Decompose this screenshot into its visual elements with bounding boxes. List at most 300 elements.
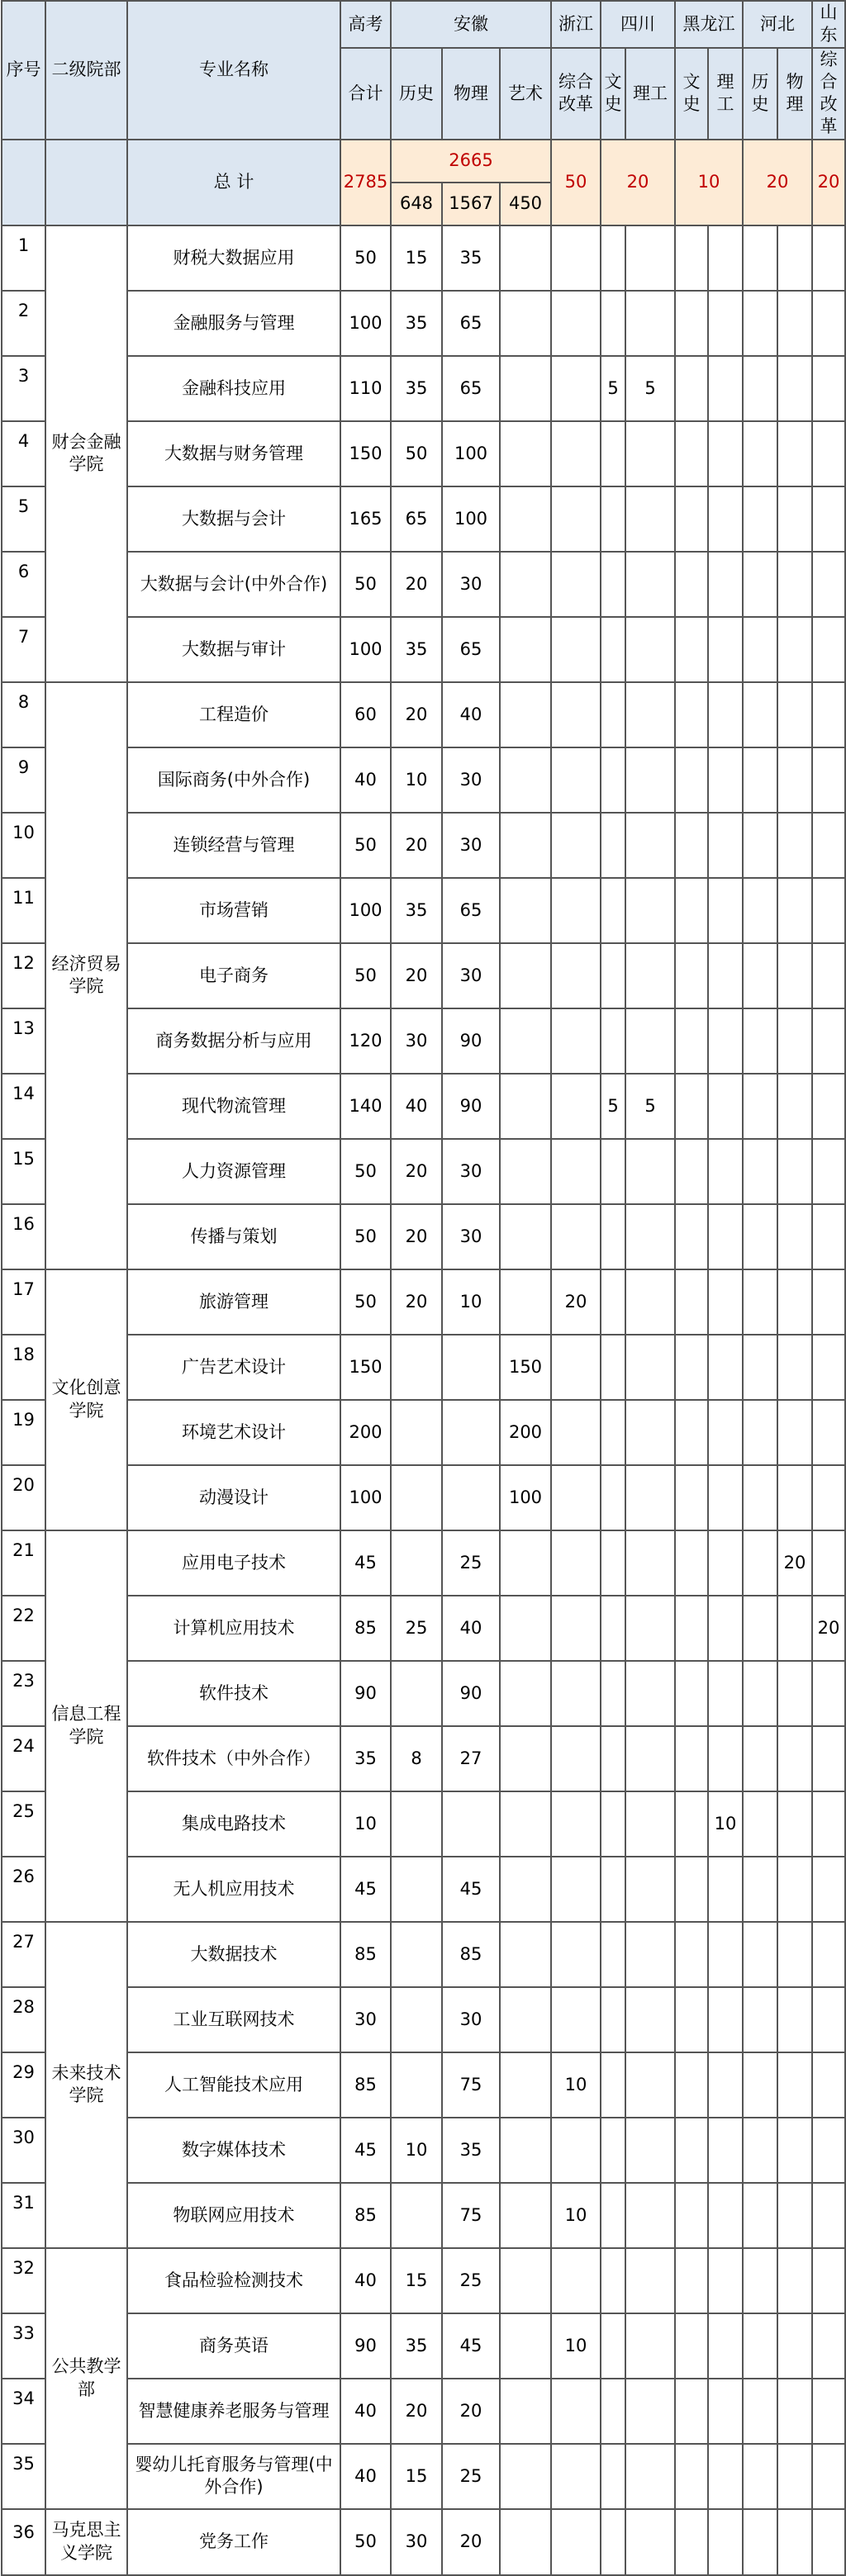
hebei-wuli-cell <box>777 421 812 486</box>
heilongjiang-ligong-cell <box>708 356 743 421</box>
heilongjiang-wenshi-cell <box>675 1008 708 1074</box>
heilongjiang-wenshi-cell <box>675 1987 708 2052</box>
table-row <box>2 2248 845 2313</box>
seq-no-cell: 27 <box>2 1922 45 1987</box>
table-row <box>2 2052 845 2118</box>
heilongjiang-wenshi-cell <box>675 747 708 813</box>
major-name-cell: 环境艺术设计 <box>127 1400 340 1465</box>
hebei-wuli-cell <box>777 1335 812 1400</box>
hebei-wuli-cell <box>777 1269 812 1335</box>
sichuan-ligong-cell <box>625 1269 675 1335</box>
sichuan-ligong-cell <box>625 1922 675 1987</box>
enrollment-plan-table <box>1 0 846 2576</box>
heilongjiang-wenshi-cell <box>675 2444 708 2509</box>
hebei-lishi-cell <box>743 1074 777 1139</box>
zhejiang-cell <box>551 486 601 552</box>
zhejiang-cell <box>551 1596 601 1661</box>
anhui-wuli-cell: 30 <box>442 943 500 1008</box>
shandong-cell <box>812 2444 845 2509</box>
anhui-yishu-cell <box>500 682 551 747</box>
hebei-lishi-cell <box>743 1661 777 1726</box>
major-name-cell: 现代物流管理 <box>127 1074 340 1139</box>
major-name-cell: 财税大数据应用 <box>127 225 340 291</box>
seq-no-cell: 34 <box>2 2379 45 2444</box>
zhejiang-cell <box>551 878 601 943</box>
anhui-yishu-cell <box>500 2052 551 2118</box>
sichuan-ligong-cell <box>625 1139 675 1204</box>
seq-no-cell: 28 <box>2 1987 45 2052</box>
hebei-lishi-cell <box>743 1987 777 2052</box>
anhui-yishu-cell <box>500 2313 551 2379</box>
anhui-wuli-cell: 40 <box>442 1596 500 1661</box>
total-cell: 85 <box>340 2183 391 2248</box>
heilongjiang-wenshi-cell <box>675 2183 708 2248</box>
anhui-wuli-cell: 10 <box>442 1269 500 1335</box>
table-row <box>2 486 845 552</box>
heilongjiang-ligong-cell <box>708 1661 743 1726</box>
heilongjiang-ligong-cell <box>708 1269 743 1335</box>
zhejiang-cell: 10 <box>551 2052 601 2118</box>
heilongjiang-wenshi-cell <box>675 421 708 486</box>
total-cell: 10 <box>340 1791 391 1857</box>
major-name-cell: 大数据与会计 <box>127 486 340 552</box>
totals-wuli: 1567 <box>442 183 500 225</box>
shandong-cell <box>812 1269 845 1335</box>
hebei-wuli-cell <box>777 747 812 813</box>
shandong-cell <box>812 1922 845 1987</box>
sichuan-wenshi-cell <box>601 2379 625 2444</box>
seq-no-cell: 24 <box>2 1726 45 1791</box>
hebei-wuli-cell <box>777 225 812 291</box>
sichuan-ligong-cell <box>625 552 675 617</box>
major-name-cell: 党务工作 <box>127 2509 340 2575</box>
heilongjiang-wenshi-cell <box>675 2313 708 2379</box>
heilongjiang-wenshi-cell <box>675 552 708 617</box>
zhejiang-cell <box>551 1139 601 1204</box>
major-name-cell: 大数据与会计(中外合作) <box>127 552 340 617</box>
anhui-yishu-cell <box>500 2248 551 2313</box>
heilongjiang-wenshi-cell <box>675 1269 708 1335</box>
seq-no-cell: 35 <box>2 2444 45 2509</box>
table-row <box>2 2379 845 2444</box>
anhui-wuli-cell: 20 <box>442 2379 500 2444</box>
hebei-lishi-cell <box>743 682 777 747</box>
zhejiang-cell: 10 <box>551 2313 601 2379</box>
shandong-cell <box>812 1139 845 1204</box>
total-cell: 50 <box>340 552 391 617</box>
shandong-cell <box>812 2052 845 2118</box>
hebei-wuli-cell <box>777 1857 812 1922</box>
seq-no-cell: 15 <box>2 1139 45 1204</box>
hebei-wuli-cell <box>777 2183 812 2248</box>
zhejiang-cell <box>551 943 601 1008</box>
anhui-lishi-cell: 20 <box>391 2379 442 2444</box>
sichuan-ligong-cell <box>625 1987 675 2052</box>
shandong-cell <box>812 1661 845 1726</box>
hebei-wuli-cell <box>777 1074 812 1139</box>
heilongjiang-wenshi-cell <box>675 1530 708 1596</box>
total-cell: 50 <box>340 1269 391 1335</box>
hebei-wuli-cell <box>777 1596 812 1661</box>
anhui-wuli-cell: 45 <box>442 1857 500 1922</box>
seq-no-cell: 7 <box>2 617 45 682</box>
hebei-lishi-cell <box>743 747 777 813</box>
total-cell: 85 <box>340 2052 391 2118</box>
shandong-cell <box>812 682 845 747</box>
heilongjiang-ligong-cell <box>708 1204 743 1269</box>
department-cell: 经济贸易学院 <box>45 682 127 1269</box>
total-cell: 45 <box>340 2118 391 2183</box>
anhui-lishi-cell: 50 <box>391 421 442 486</box>
hebei-lishi-cell <box>743 617 777 682</box>
total-cell: 45 <box>340 1530 391 1596</box>
hebei-wuli-cell <box>777 1465 812 1530</box>
sichuan-ligong-cell <box>625 1791 675 1857</box>
zhejiang-cell <box>551 1074 601 1139</box>
major-name-cell: 软件技术 <box>127 1661 340 1726</box>
anhui-lishi-cell <box>391 2052 442 2118</box>
hebei-lishi-cell <box>743 1530 777 1596</box>
sichuan-wenshi-cell <box>601 1139 625 1204</box>
anhui-yishu-cell <box>500 1530 551 1596</box>
anhui-yishu-cell <box>500 552 551 617</box>
sichuan-ligong-cell <box>625 1008 675 1074</box>
major-name-cell: 人工智能技术应用 <box>127 2052 340 2118</box>
sichuan-ligong-cell <box>625 291 675 356</box>
heilongjiang-wenshi-cell <box>675 1661 708 1726</box>
anhui-lishi-cell <box>391 1335 442 1400</box>
sichuan-wenshi-cell <box>601 1400 625 1465</box>
hebei-wuli-cell <box>777 682 812 747</box>
hebei-wuli-cell <box>777 2444 812 2509</box>
anhui-yishu-cell <box>500 356 551 421</box>
seq-no-cell: 8 <box>2 682 45 747</box>
zhejiang-cell <box>551 1987 601 2052</box>
anhui-lishi-cell <box>391 1661 442 1726</box>
major-name-cell: 物联网应用技术 <box>127 2183 340 2248</box>
total-cell: 50 <box>340 943 391 1008</box>
table-row <box>2 2118 845 2183</box>
anhui-yishu-cell <box>500 1008 551 1074</box>
zhejiang-cell <box>551 1204 601 1269</box>
hebei-wuli-cell <box>777 943 812 1008</box>
anhui-wuli-cell: 25 <box>442 1530 500 1596</box>
hebei-lishi-cell <box>743 291 777 356</box>
total-cell: 60 <box>340 682 391 747</box>
table-row <box>2 1335 845 1400</box>
sichuan-wenshi-cell <box>601 1922 625 1987</box>
hebei-wuli-cell <box>777 1661 812 1726</box>
table-row <box>2 552 845 617</box>
sichuan-ligong-cell <box>625 1335 675 1400</box>
hebei-wuli-cell <box>777 878 812 943</box>
heilongjiang-ligong-cell <box>708 2313 743 2379</box>
heilongjiang-ligong-cell <box>708 1335 743 1400</box>
anhui-wuli-cell: 90 <box>442 1008 500 1074</box>
zhejiang-cell: 10 <box>551 2183 601 2248</box>
seq-no-cell: 26 <box>2 1857 45 1922</box>
anhui-yishu-cell <box>500 2379 551 2444</box>
heilongjiang-ligong-cell <box>708 1074 743 1139</box>
sichuan-wenshi-cell <box>601 2444 625 2509</box>
anhui-wuli-cell: 65 <box>442 291 500 356</box>
anhui-wuli-cell: 30 <box>442 1204 500 1269</box>
hebei-lishi-cell <box>743 2052 777 2118</box>
hebei-wuli-cell <box>777 813 812 878</box>
anhui-lishi-cell <box>391 1857 442 1922</box>
sichuan-ligong-cell <box>625 2183 675 2248</box>
totals-heilongjiang: 10 <box>675 140 743 225</box>
zhejiang-cell <box>551 291 601 356</box>
anhui-yishu-cell: 100 <box>500 1465 551 1530</box>
heilongjiang-ligong-cell <box>708 682 743 747</box>
table-row <box>2 421 845 486</box>
table-row <box>2 1922 845 1987</box>
heilongjiang-ligong-cell <box>708 225 743 291</box>
zhejiang-cell <box>551 2248 601 2313</box>
hebei-lishi-cell <box>743 1726 777 1791</box>
anhui-wuli-cell: 65 <box>442 617 500 682</box>
total-cell: 35 <box>340 1726 391 1791</box>
header-sub-zonghe-sd: 综合改革 <box>812 48 845 140</box>
sichuan-wenshi-cell <box>601 2052 625 2118</box>
seq-no-cell: 18 <box>2 1335 45 1400</box>
zhejiang-cell <box>551 421 601 486</box>
header-sub-ligong-hlj: 理工 <box>708 48 743 140</box>
anhui-lishi-cell: 35 <box>391 617 442 682</box>
total-cell: 50 <box>340 225 391 291</box>
seq-no-cell: 20 <box>2 1465 45 1530</box>
anhui-lishi-cell: 20 <box>391 552 442 617</box>
anhui-yishu-cell <box>500 747 551 813</box>
hebei-lishi-cell <box>743 1922 777 1987</box>
hebei-wuli-cell <box>777 1922 812 1987</box>
zhejiang-cell <box>551 1661 601 1726</box>
anhui-lishi-cell <box>391 1530 442 1596</box>
table-row <box>2 878 845 943</box>
anhui-lishi-cell <box>391 2183 442 2248</box>
zhejiang-cell <box>551 2379 601 2444</box>
heilongjiang-ligong-cell <box>708 813 743 878</box>
anhui-yishu-cell <box>500 1269 551 1335</box>
header-anhui: 安徽 <box>391 1 551 48</box>
sichuan-ligong-cell <box>625 943 675 1008</box>
heilongjiang-wenshi-cell <box>675 1922 708 1987</box>
heilongjiang-ligong-cell <box>708 1726 743 1791</box>
anhui-lishi-cell: 35 <box>391 2313 442 2379</box>
hebei-lishi-cell <box>743 486 777 552</box>
anhui-lishi-cell: 35 <box>391 878 442 943</box>
anhui-lishi-cell: 65 <box>391 486 442 552</box>
heilongjiang-ligong-cell <box>708 2379 743 2444</box>
table-row <box>2 1857 845 1922</box>
total-cell: 50 <box>340 813 391 878</box>
sichuan-wenshi-cell <box>601 2183 625 2248</box>
anhui-yishu-cell <box>500 291 551 356</box>
hebei-lishi-cell <box>743 2379 777 2444</box>
sichuan-wenshi-cell: 5 <box>601 1074 625 1139</box>
sichuan-wenshi-cell <box>601 813 625 878</box>
zhejiang-cell <box>551 1008 601 1074</box>
seq-no-cell: 11 <box>2 878 45 943</box>
header-sub-ligong-sc: 理工 <box>625 48 675 140</box>
major-name-cell: 应用电子技术 <box>127 1530 340 1596</box>
sichuan-ligong-cell: 5 <box>625 356 675 421</box>
department-cell: 马克思主义学院 <box>45 2509 127 2575</box>
hebei-lishi-cell <box>743 2313 777 2379</box>
sichuan-ligong-cell <box>625 747 675 813</box>
hebei-lishi-cell <box>743 1008 777 1074</box>
header-sub-yishu: 艺术 <box>500 48 551 140</box>
anhui-yishu-cell: 200 <box>500 1400 551 1465</box>
sichuan-ligong-cell <box>625 2248 675 2313</box>
table-row <box>2 2183 845 2248</box>
zhejiang-cell <box>551 617 601 682</box>
hebei-wuli-cell <box>777 1139 812 1204</box>
heilongjiang-wenshi-cell <box>675 943 708 1008</box>
anhui-yishu-cell <box>500 1726 551 1791</box>
total-cell: 150 <box>340 1335 391 1400</box>
header-zhejiang: 浙江 <box>551 1 601 48</box>
shandong-cell <box>812 747 845 813</box>
sichuan-wenshi-cell <box>601 943 625 1008</box>
seq-no-cell: 13 <box>2 1008 45 1074</box>
header-sub-zonghe-zj: 综合改革 <box>551 48 601 140</box>
anhui-wuli-cell: 30 <box>442 813 500 878</box>
seq-no-cell: 4 <box>2 421 45 486</box>
hebei-wuli-cell <box>777 2509 812 2575</box>
major-name-cell: 广告艺术设计 <box>127 1335 340 1400</box>
major-name-cell: 集成电路技术 <box>127 1791 340 1857</box>
anhui-yishu-cell <box>500 1596 551 1661</box>
total-cell: 100 <box>340 1465 391 1530</box>
shandong-cell <box>812 1204 845 1269</box>
seq-no-cell: 33 <box>2 2313 45 2379</box>
major-name-cell: 商务英语 <box>127 2313 340 2379</box>
shandong-cell <box>812 1530 845 1596</box>
heilongjiang-wenshi-cell <box>675 878 708 943</box>
anhui-lishi-cell: 20 <box>391 1204 442 1269</box>
heilongjiang-wenshi-cell <box>675 2052 708 2118</box>
seq-no-cell: 14 <box>2 1074 45 1139</box>
major-name-cell: 婴幼儿托育服务与管理(中外合作) <box>127 2444 340 2509</box>
hebei-lishi-cell <box>743 2118 777 2183</box>
table-row <box>2 225 845 291</box>
anhui-lishi-cell <box>391 1400 442 1465</box>
total-cell: 100 <box>340 617 391 682</box>
total-cell: 40 <box>340 2248 391 2313</box>
major-name-cell: 工程造价 <box>127 682 340 747</box>
total-cell: 200 <box>340 1400 391 1465</box>
heilongjiang-ligong-cell <box>708 2052 743 2118</box>
seq-no-cell: 25 <box>2 1791 45 1857</box>
hebei-lishi-cell <box>743 1269 777 1335</box>
shandong-cell <box>812 2509 845 2575</box>
sichuan-ligong-cell <box>625 1465 675 1530</box>
total-cell: 50 <box>340 1139 391 1204</box>
total-cell: 120 <box>340 1008 391 1074</box>
sichuan-wenshi-cell: 5 <box>601 356 625 421</box>
anhui-yishu-cell <box>500 1791 551 1857</box>
zhejiang-cell <box>551 813 601 878</box>
anhui-wuli-cell: 40 <box>442 682 500 747</box>
sichuan-ligong-cell <box>625 225 675 291</box>
heilongjiang-wenshi-cell <box>675 1400 708 1465</box>
table-row <box>2 617 845 682</box>
zhejiang-cell <box>551 1335 601 1400</box>
sichuan-wenshi-cell <box>601 1791 625 1857</box>
sichuan-wenshi-cell <box>601 2248 625 2313</box>
shandong-cell <box>812 878 845 943</box>
hebei-lishi-cell <box>743 1204 777 1269</box>
total-cell: 90 <box>340 1661 391 1726</box>
shandong-cell <box>812 1987 845 2052</box>
zhejiang-cell <box>551 1465 601 1530</box>
anhui-lishi-cell <box>391 1465 442 1530</box>
anhui-yishu-cell <box>500 1074 551 1139</box>
anhui-wuli-cell: 30 <box>442 1139 500 1204</box>
sichuan-wenshi-cell <box>601 1987 625 2052</box>
seq-no-cell: 6 <box>2 552 45 617</box>
table-row <box>2 2444 845 2509</box>
seq-no-cell: 1 <box>2 225 45 291</box>
hebei-lishi-cell <box>743 813 777 878</box>
table-row <box>2 1596 845 1661</box>
total-cell: 40 <box>340 2444 391 2509</box>
table-row <box>2 291 845 356</box>
anhui-lishi-cell: 30 <box>391 2509 442 2575</box>
table-row <box>2 1139 845 1204</box>
hebei-lishi-cell <box>743 1335 777 1400</box>
sichuan-wenshi-cell <box>601 1335 625 1400</box>
hebei-wuli-cell <box>777 291 812 356</box>
sichuan-ligong-cell <box>625 1400 675 1465</box>
table-row <box>2 1530 845 1596</box>
total-cell: 50 <box>340 1204 391 1269</box>
anhui-lishi-cell: 20 <box>391 943 442 1008</box>
heilongjiang-wenshi-cell <box>675 1857 708 1922</box>
header-major-name: 专业名称 <box>127 1 340 140</box>
hebei-lishi-cell <box>743 552 777 617</box>
sichuan-ligong-cell <box>625 813 675 878</box>
totals-dept-cell <box>45 140 127 225</box>
major-name-cell: 商务数据分析与应用 <box>127 1008 340 1074</box>
heilongjiang-wenshi-cell <box>675 1139 708 1204</box>
header-sichuan: 四川 <box>601 1 675 48</box>
seq-no-cell: 3 <box>2 356 45 421</box>
table-row <box>2 1987 845 2052</box>
heilongjiang-wenshi-cell <box>675 1465 708 1530</box>
seq-no-cell: 22 <box>2 1596 45 1661</box>
shandong-cell <box>812 1074 845 1139</box>
heilongjiang-wenshi-cell <box>675 486 708 552</box>
hebei-lishi-cell <box>743 878 777 943</box>
anhui-yishu-cell <box>500 225 551 291</box>
anhui-yishu-cell <box>500 486 551 552</box>
sichuan-wenshi-cell <box>601 747 625 813</box>
sichuan-wenshi-cell <box>601 1661 625 1726</box>
seq-no-cell: 9 <box>2 747 45 813</box>
anhui-wuli-cell: 35 <box>442 225 500 291</box>
anhui-wuli-cell: 65 <box>442 878 500 943</box>
anhui-yishu-cell <box>500 1204 551 1269</box>
totals-yishu: 450 <box>500 183 551 225</box>
zhejiang-cell <box>551 2118 601 2183</box>
major-name-cell: 国际商务(中外合作) <box>127 747 340 813</box>
shandong-cell <box>812 356 845 421</box>
shandong-cell <box>812 1335 845 1400</box>
header-shandong: 山东 <box>812 1 845 48</box>
